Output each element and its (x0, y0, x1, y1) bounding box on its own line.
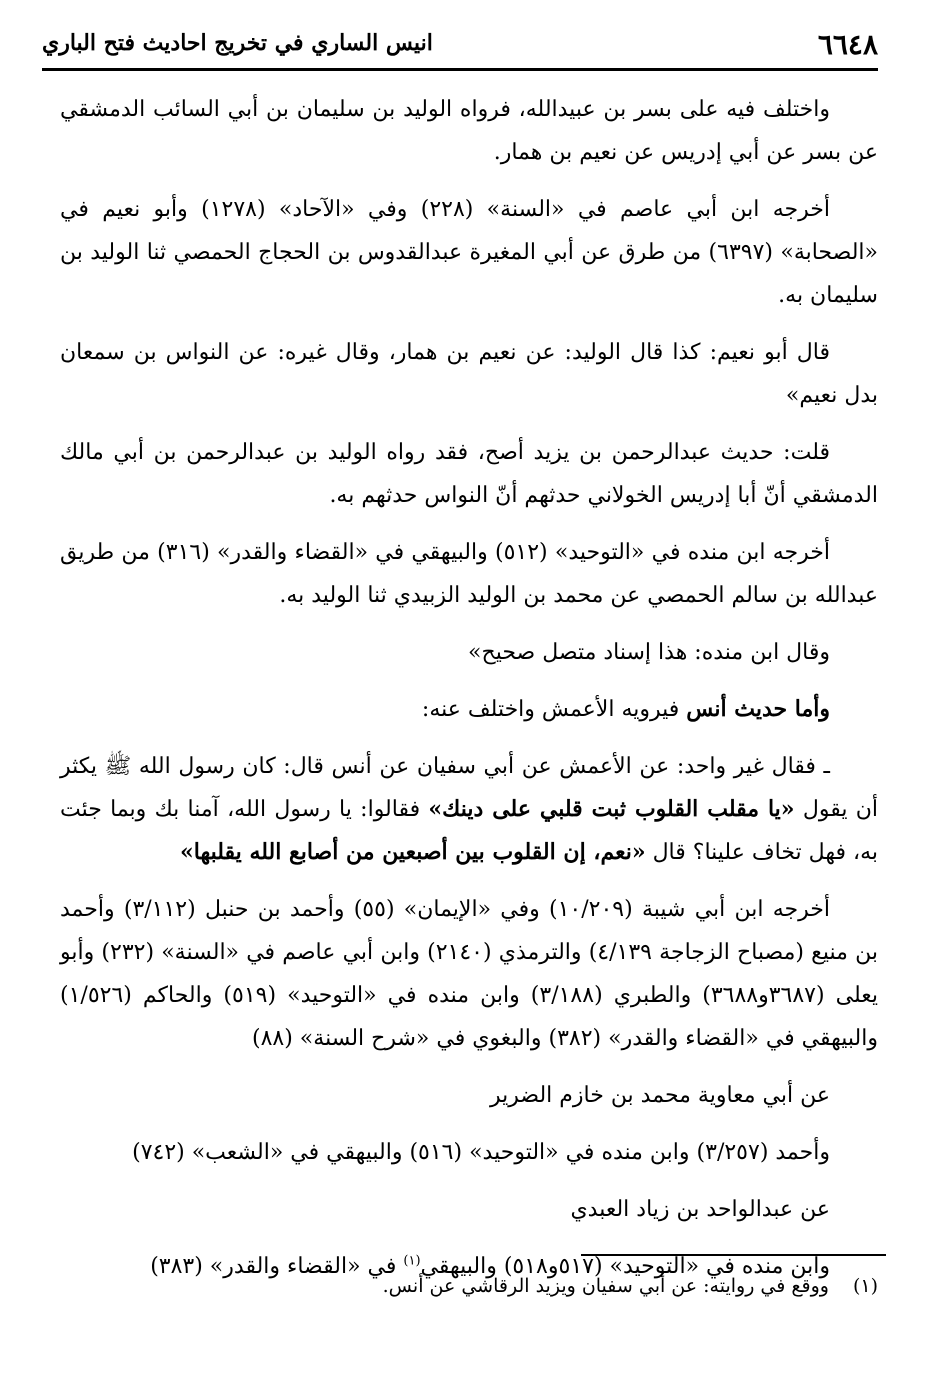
footnote-reference: (١) (403, 1253, 421, 1269)
page-number: ٦٦٤٨ (817, 28, 878, 61)
takhrij-line: وأحمد (٣/٢٥٧) وابن منده في «التوحيد» (٥١٦) والبيهقي في «الشعب» (٧٤٢) (132, 1140, 830, 1165)
paragraph: أخرجه ابن أبي عاصم في «السنة» (٢٢٨) وفي «الآحاد» (١٢٧٨) وأبو نعيم في «الصحابة» (٦٣٩٧) من طرق عن أبي المغيرة عبدالقدوس بن الحجاج الحمصي ثنا الوليد بن سليمان به. (60, 197, 878, 308)
footnote (60, 1270, 878, 1302)
footnote-text: ووقع في روايته: عن أبي سفيان ويزيد الرقاشي عن أنس. (382, 1275, 829, 1297)
takhrij-line: عن أبي معاوية محمد بن خازم الضرير (489, 1083, 830, 1108)
paragraph: وقال ابن منده: هذا إسناد متصل صحيح» (468, 640, 830, 665)
footnote-divider (581, 1254, 886, 1256)
paragraph: أخرجه ابن منده في «التوحيد» (٥١٢) والبيهقي في «القضاء والقدر» (٣١٦) من طريق عبدالله بن سالم الحمصي عن محمد بن الوليد الزبيدي ثنا الوليد به. (60, 540, 878, 608)
running-title: انيس الساري في تخريج احاديث فتح الباري (42, 30, 433, 56)
paragraph: قال أبو نعيم: كذا قال الوليد: عن نعيم بن همار، وقال غيره: عن النواس بن سمعان بدل نعيم» (60, 340, 878, 408)
paragraph: واختلف فيه على بسر بن عبيدالله، فرواه الوليد بن سليمان بن أبي السائب الدمشقي عن بسر عن أبي إدريس عن نعيم بن همار. (60, 97, 878, 165)
page-header (42, 20, 878, 71)
section-heading-rest: فيرويه الأعمش واختلف عنه: (421, 697, 687, 722)
takhrij-paragraph: أخرجه ابن أبي شيبة (١٠/٢٠٩) وفي «الإيمان» (٥٥) وأحمد بن حنبل (٣/١١٢) وأحمد بن منيع (مصباح الزجاجة ٤/١٣٩) والترمذي (٢١٤٠) وابن أبي عاصم في «السنة» (٢٣٢) وأبو يعلى (٣٦٨٧و٣٦٨٨) والطبري (٣/١٨٨) وابن منده في «التوحيد» (٥١٩) والحاكم (١/٥٢٦) والبيهقي في «القضاء والقدر» (٣٨٢) والبغوي في «شرح السنة» (٨٨) (60, 897, 879, 1051)
hadith-intro: ـ فقال غير واحد: عن الأعمش عن أبي سفيان عن أنس قال: كان رسول الله ﷺ يكثر أن يقول (60, 754, 879, 822)
hadith-text (60, 745, 878, 874)
footnote-mark: (١) (852, 1275, 878, 1297)
takhrij-text: في «القضاء والقدر» (٣٨٣) (150, 1254, 404, 1279)
hadith-quote: «يا مقلب القلوب ثبت قلبي على دينك» (428, 796, 795, 822)
main-text (60, 88, 878, 1302)
section-heading-bold: وأما حديث أنس (686, 696, 830, 722)
hadith-quote: «نعم، إن القلوب بين أصبعين من أصابع الله يقلبها» (180, 839, 646, 865)
hadith-mid: فقالوا: يا رسول الله، آمنا بك وبما جئت به، فهل تخاف علينا؟ قال (60, 797, 878, 865)
takhrij-line: عن عبدالواحد بن زياد العبدي (570, 1197, 830, 1222)
section-heading (60, 688, 878, 731)
paragraph: قلت: حديث عبدالرحمن بن يزيد أصح، فقد رواه الوليد بن عبدالرحمن بن أبي مالك الدمشقي أنّ أبا إدريس الخولاني حدثهم أنّ النواس حدثهم به. (60, 440, 878, 508)
takhrij-text: وابن منده في «التوحيد» (٥١٧و٥١٨) والبيهقي (420, 1254, 830, 1279)
